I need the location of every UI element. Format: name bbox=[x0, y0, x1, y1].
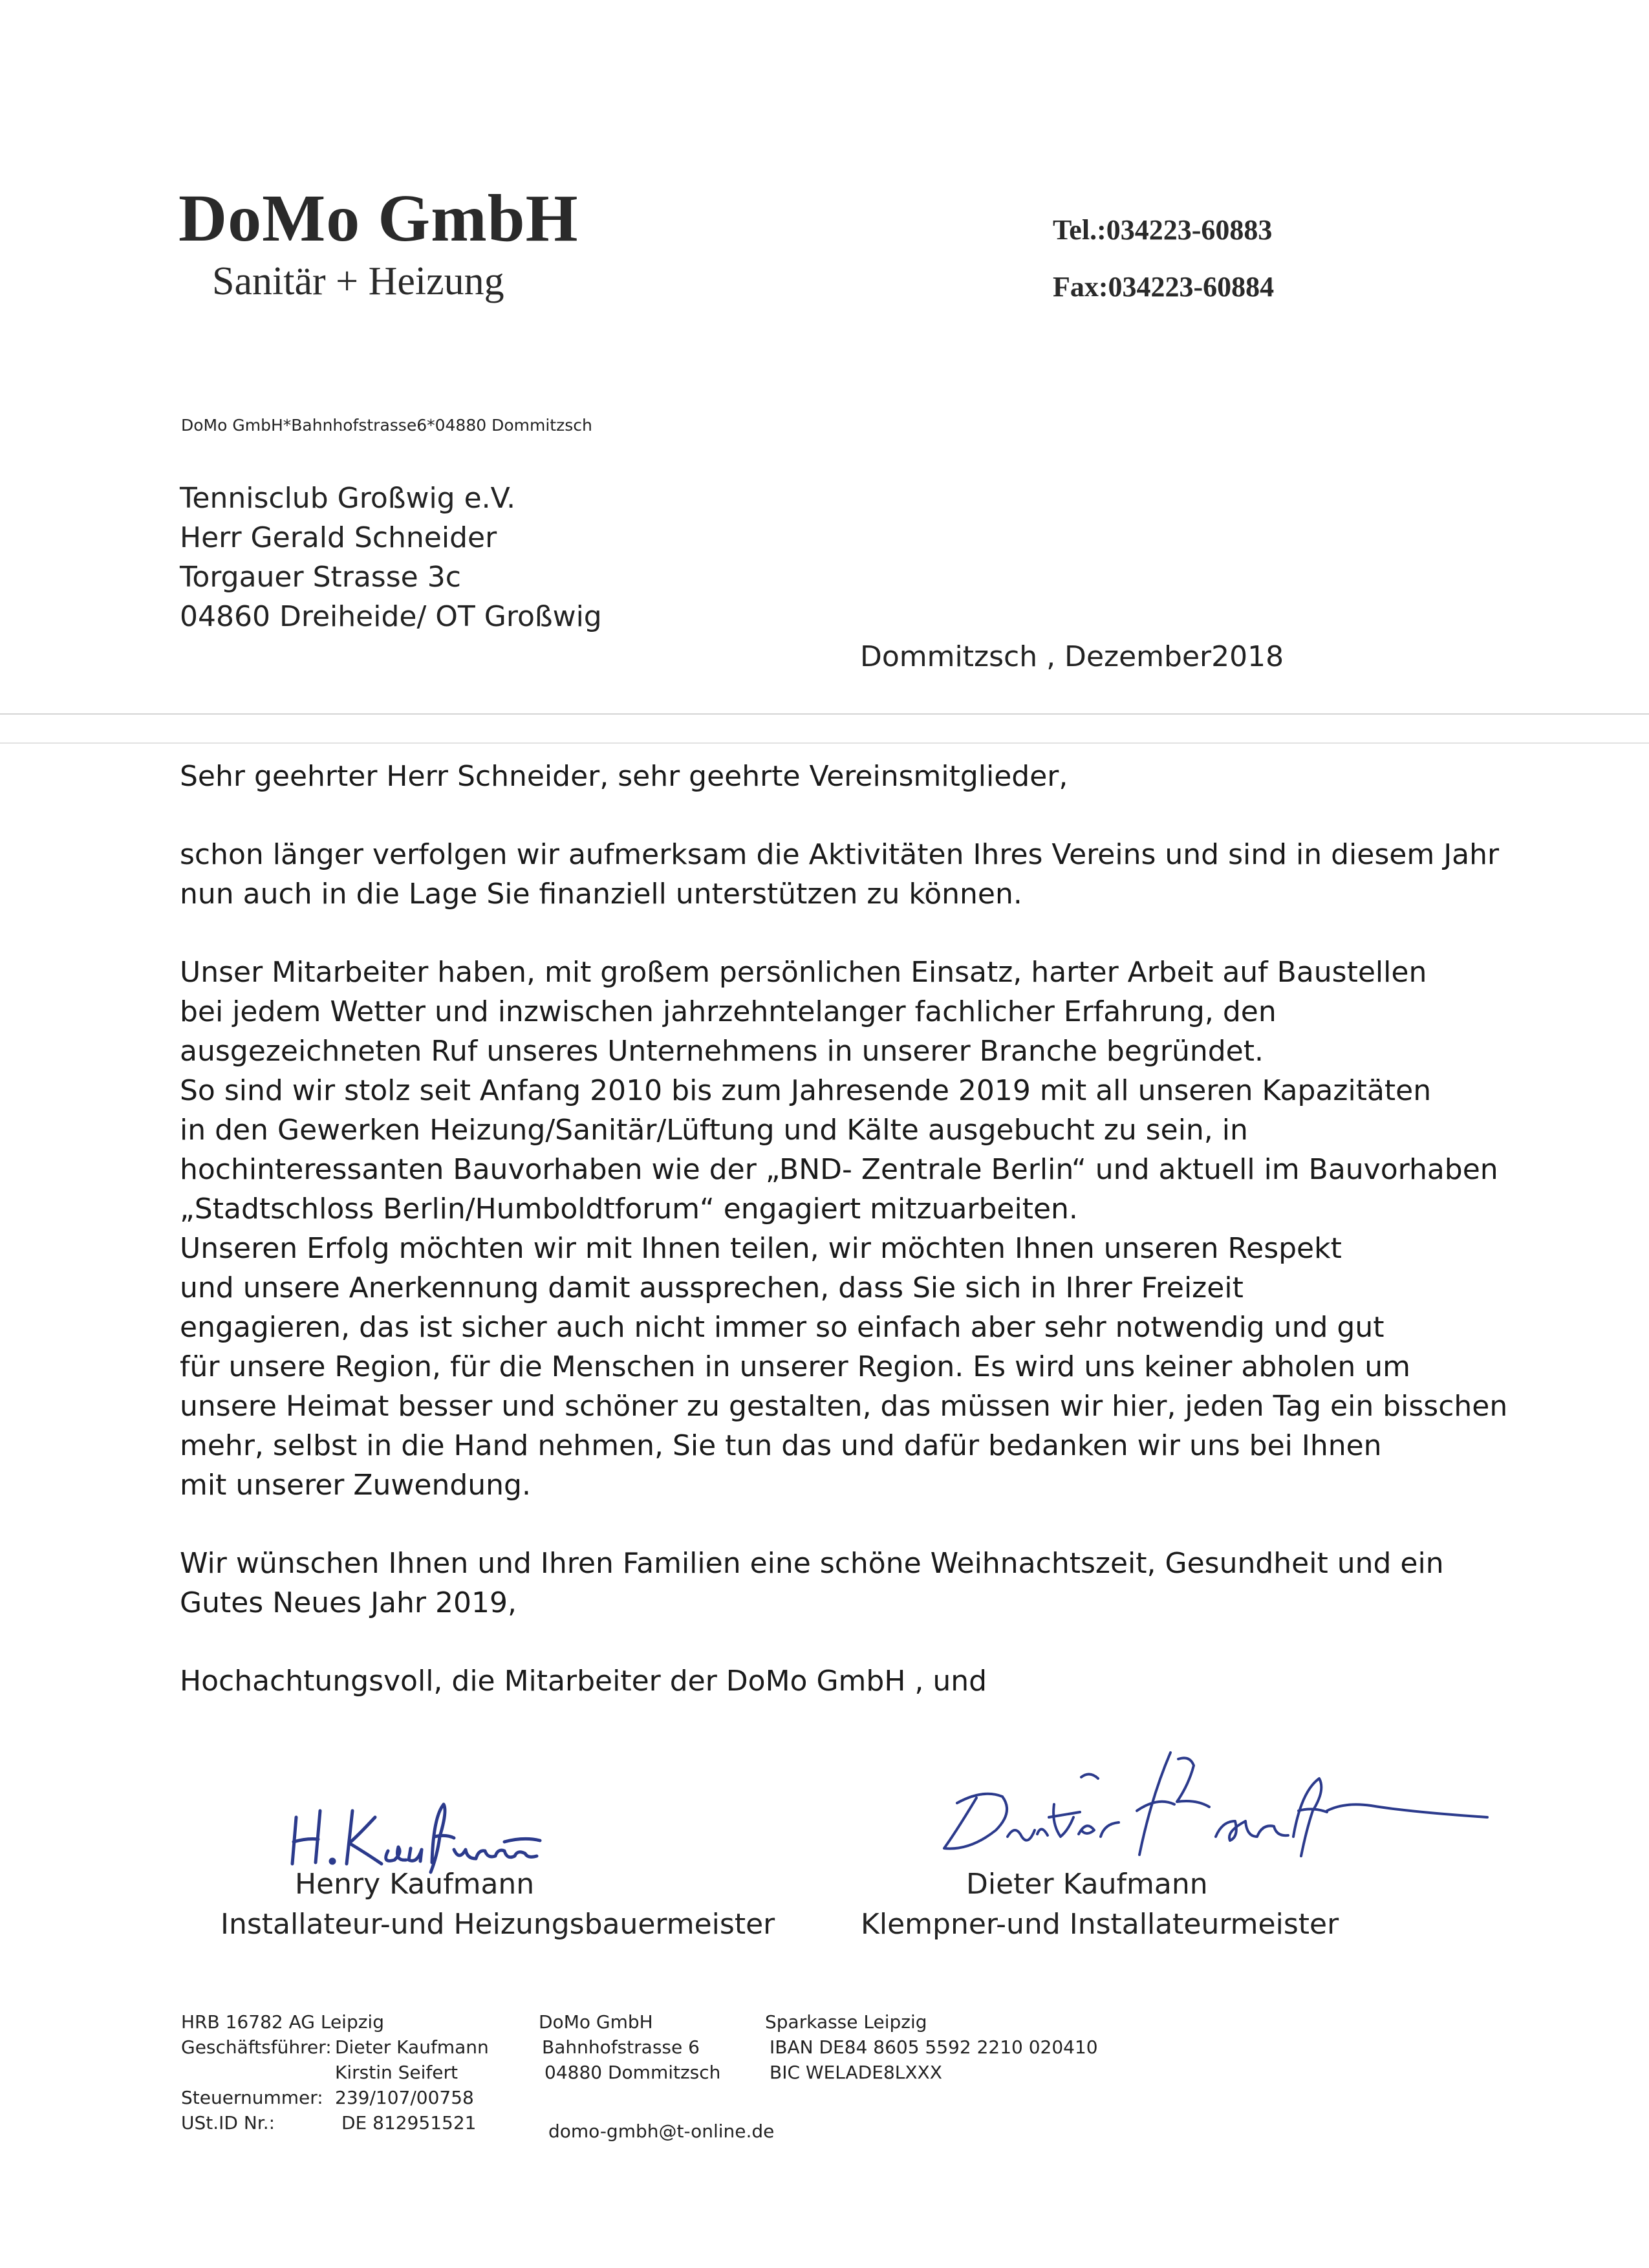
footer-company-street: Bahnhofstrasse 6 bbox=[542, 2036, 700, 2058]
body-line: mehr, selbst in die Hand nehmen, Sie tun das und dafür bedanken wir uns bei Ihnen bbox=[180, 1429, 1382, 1462]
body-line: nun auch in die Lage Sie finanziell unterstützen zu können. bbox=[180, 878, 1022, 911]
signatory-right-name: Dieter Kaufmann bbox=[966, 1868, 1208, 1901]
body-line: Unseren Erfolg möchten wir mit Ihnen teilen, wir möchten Ihnen unseren Respekt bbox=[180, 1232, 1342, 1265]
scan-fold-line bbox=[0, 713, 1649, 715]
body-line: und unsere Anerkennung damit aussprechen, dass Sie sich in Ihrer Freizeit bbox=[180, 1271, 1244, 1304]
footer-managing-director-2: Kirstin Seifert bbox=[335, 2062, 458, 2083]
footer-vat-id-label: USt.ID Nr.: bbox=[181, 2112, 275, 2133]
recipient-line-organization: Tennisclub Großwig e.V. bbox=[180, 482, 516, 515]
closing: Hochachtungsvoll, die Mitarbeiter der DoMo GmbH , und bbox=[180, 1665, 987, 1698]
body-line: in den Gewerken Heizung/Sanitär/Lüftung und Kälte ausgebucht zu sein, in bbox=[180, 1114, 1248, 1147]
scan-fold-line bbox=[0, 742, 1649, 744]
body-line: hochinteressanten Bauvorhaben wie der „BND- Zentrale Berlin“ und aktuell im Bauvorhaben bbox=[180, 1153, 1498, 1186]
body-line: ausgezeichneten Ruf unseres Unternehmens in unserer Branche begründet. bbox=[180, 1035, 1264, 1068]
footer-tax-number: 239/107/00758 bbox=[335, 2087, 474, 2108]
footer-bic: BIC WELADE8LXXX bbox=[770, 2062, 942, 2083]
body-line: engagieren, das ist sicher auch nicht immer so einfach aber sehr notwendig und gut bbox=[180, 1311, 1385, 1344]
footer-managing-director-label: Geschäftsführer: bbox=[181, 2036, 332, 2058]
paragraph-wishes bbox=[180, 1544, 1499, 1623]
body-line: „Stadtschloss Berlin/Humboldtforum“ engagiert mitzuarbeiten. bbox=[180, 1193, 1078, 1226]
footer-email: domo-gmbh@t-online.de bbox=[548, 2121, 775, 2142]
signature-dieter-kaufmann bbox=[931, 1740, 1500, 1869]
footer-vat-id: DE 812951521 bbox=[341, 2112, 477, 2133]
body-line: So sind wir stolz seit Anfang 2010 bis zum Jahresende 2019 mit all unseren Kapazitäten bbox=[180, 1074, 1432, 1107]
sender-return-address: DoMo GmbH*Bahnhofstrasse6*04880 Dommitzsch bbox=[181, 416, 592, 435]
footer-register: HRB 16782 AG Leipzig bbox=[181, 2011, 384, 2033]
body-line: Unser Mitarbeiter haben, mit großem persönlichen Einsatz, harter Arbeit auf Baustellen bbox=[180, 956, 1427, 989]
footer-iban: IBAN DE84 8605 5592 2210 020410 bbox=[770, 2036, 1098, 2058]
footer-bank-name: Sparkasse Leipzig bbox=[765, 2011, 927, 2033]
signatory-left-name: Henry Kaufmann bbox=[295, 1868, 535, 1901]
letter-body bbox=[180, 757, 1508, 1701]
fax-number: Fax:034223-60884 bbox=[1053, 271, 1275, 303]
salutation: Sehr geehrter Herr Schneider, sehr geehrte Vereinsmitglieder, bbox=[180, 760, 1068, 793]
phone-number: Tel.:034223-60883 bbox=[1053, 214, 1273, 246]
body-line: Gutes Neues Jahr 2019, bbox=[180, 1586, 517, 1619]
footer-tax-number-label: Steuernummer: bbox=[181, 2087, 323, 2108]
signatory-left-title: Installateur-und Heizungsbauermeister bbox=[221, 1908, 775, 1941]
signatory-right-title: Klempner-und Installateurmeister bbox=[861, 1908, 1339, 1941]
recipient-line-street: Torgauer Strasse 3c bbox=[180, 561, 461, 594]
recipient-line-person: Herr Gerald Schneider bbox=[180, 521, 497, 554]
footer-company-name: DoMo GmbH bbox=[539, 2011, 653, 2033]
body-line: schon länger verfolgen wir aufmerksam die Aktivitäten Ihres Vereins und sind in diesem Jahr bbox=[180, 838, 1500, 871]
paragraph-main bbox=[180, 953, 1508, 1505]
recipient-line-city: 04860 Dreiheide/ OT Großwig bbox=[180, 600, 602, 633]
body-line: Wir wünschen Ihnen und Ihren Familien eine schöne Weihnachtszeit, Gesundheit und ein bbox=[180, 1547, 1444, 1580]
paragraph-intro bbox=[180, 835, 1499, 914]
signature-henry-kaufmann bbox=[285, 1791, 576, 1875]
footer-managing-director-1: Dieter Kaufmann bbox=[335, 2036, 489, 2058]
body-line: unsere Heimat besser und schöner zu gestalten, das müssen wir hier, jeden Tag ein bisschen bbox=[180, 1390, 1508, 1423]
letter-date: Dommitzsch , Dezember2018 bbox=[860, 640, 1284, 673]
company-tagline: Sanitär + Heizung bbox=[212, 259, 504, 303]
body-line: bei jedem Wetter und inzwischen jahrzehntelanger fachlicher Erfahrung, den bbox=[180, 995, 1277, 1028]
body-line: für unsere Region, für die Menschen in unserer Region. Es wird uns keiner abholen um bbox=[180, 1350, 1410, 1383]
footer-company-city: 04880 Dommitzsch bbox=[544, 2062, 721, 2083]
company-name: DoMo GmbH bbox=[178, 181, 579, 255]
body-line: mit unserer Zuwendung. bbox=[180, 1469, 531, 1502]
